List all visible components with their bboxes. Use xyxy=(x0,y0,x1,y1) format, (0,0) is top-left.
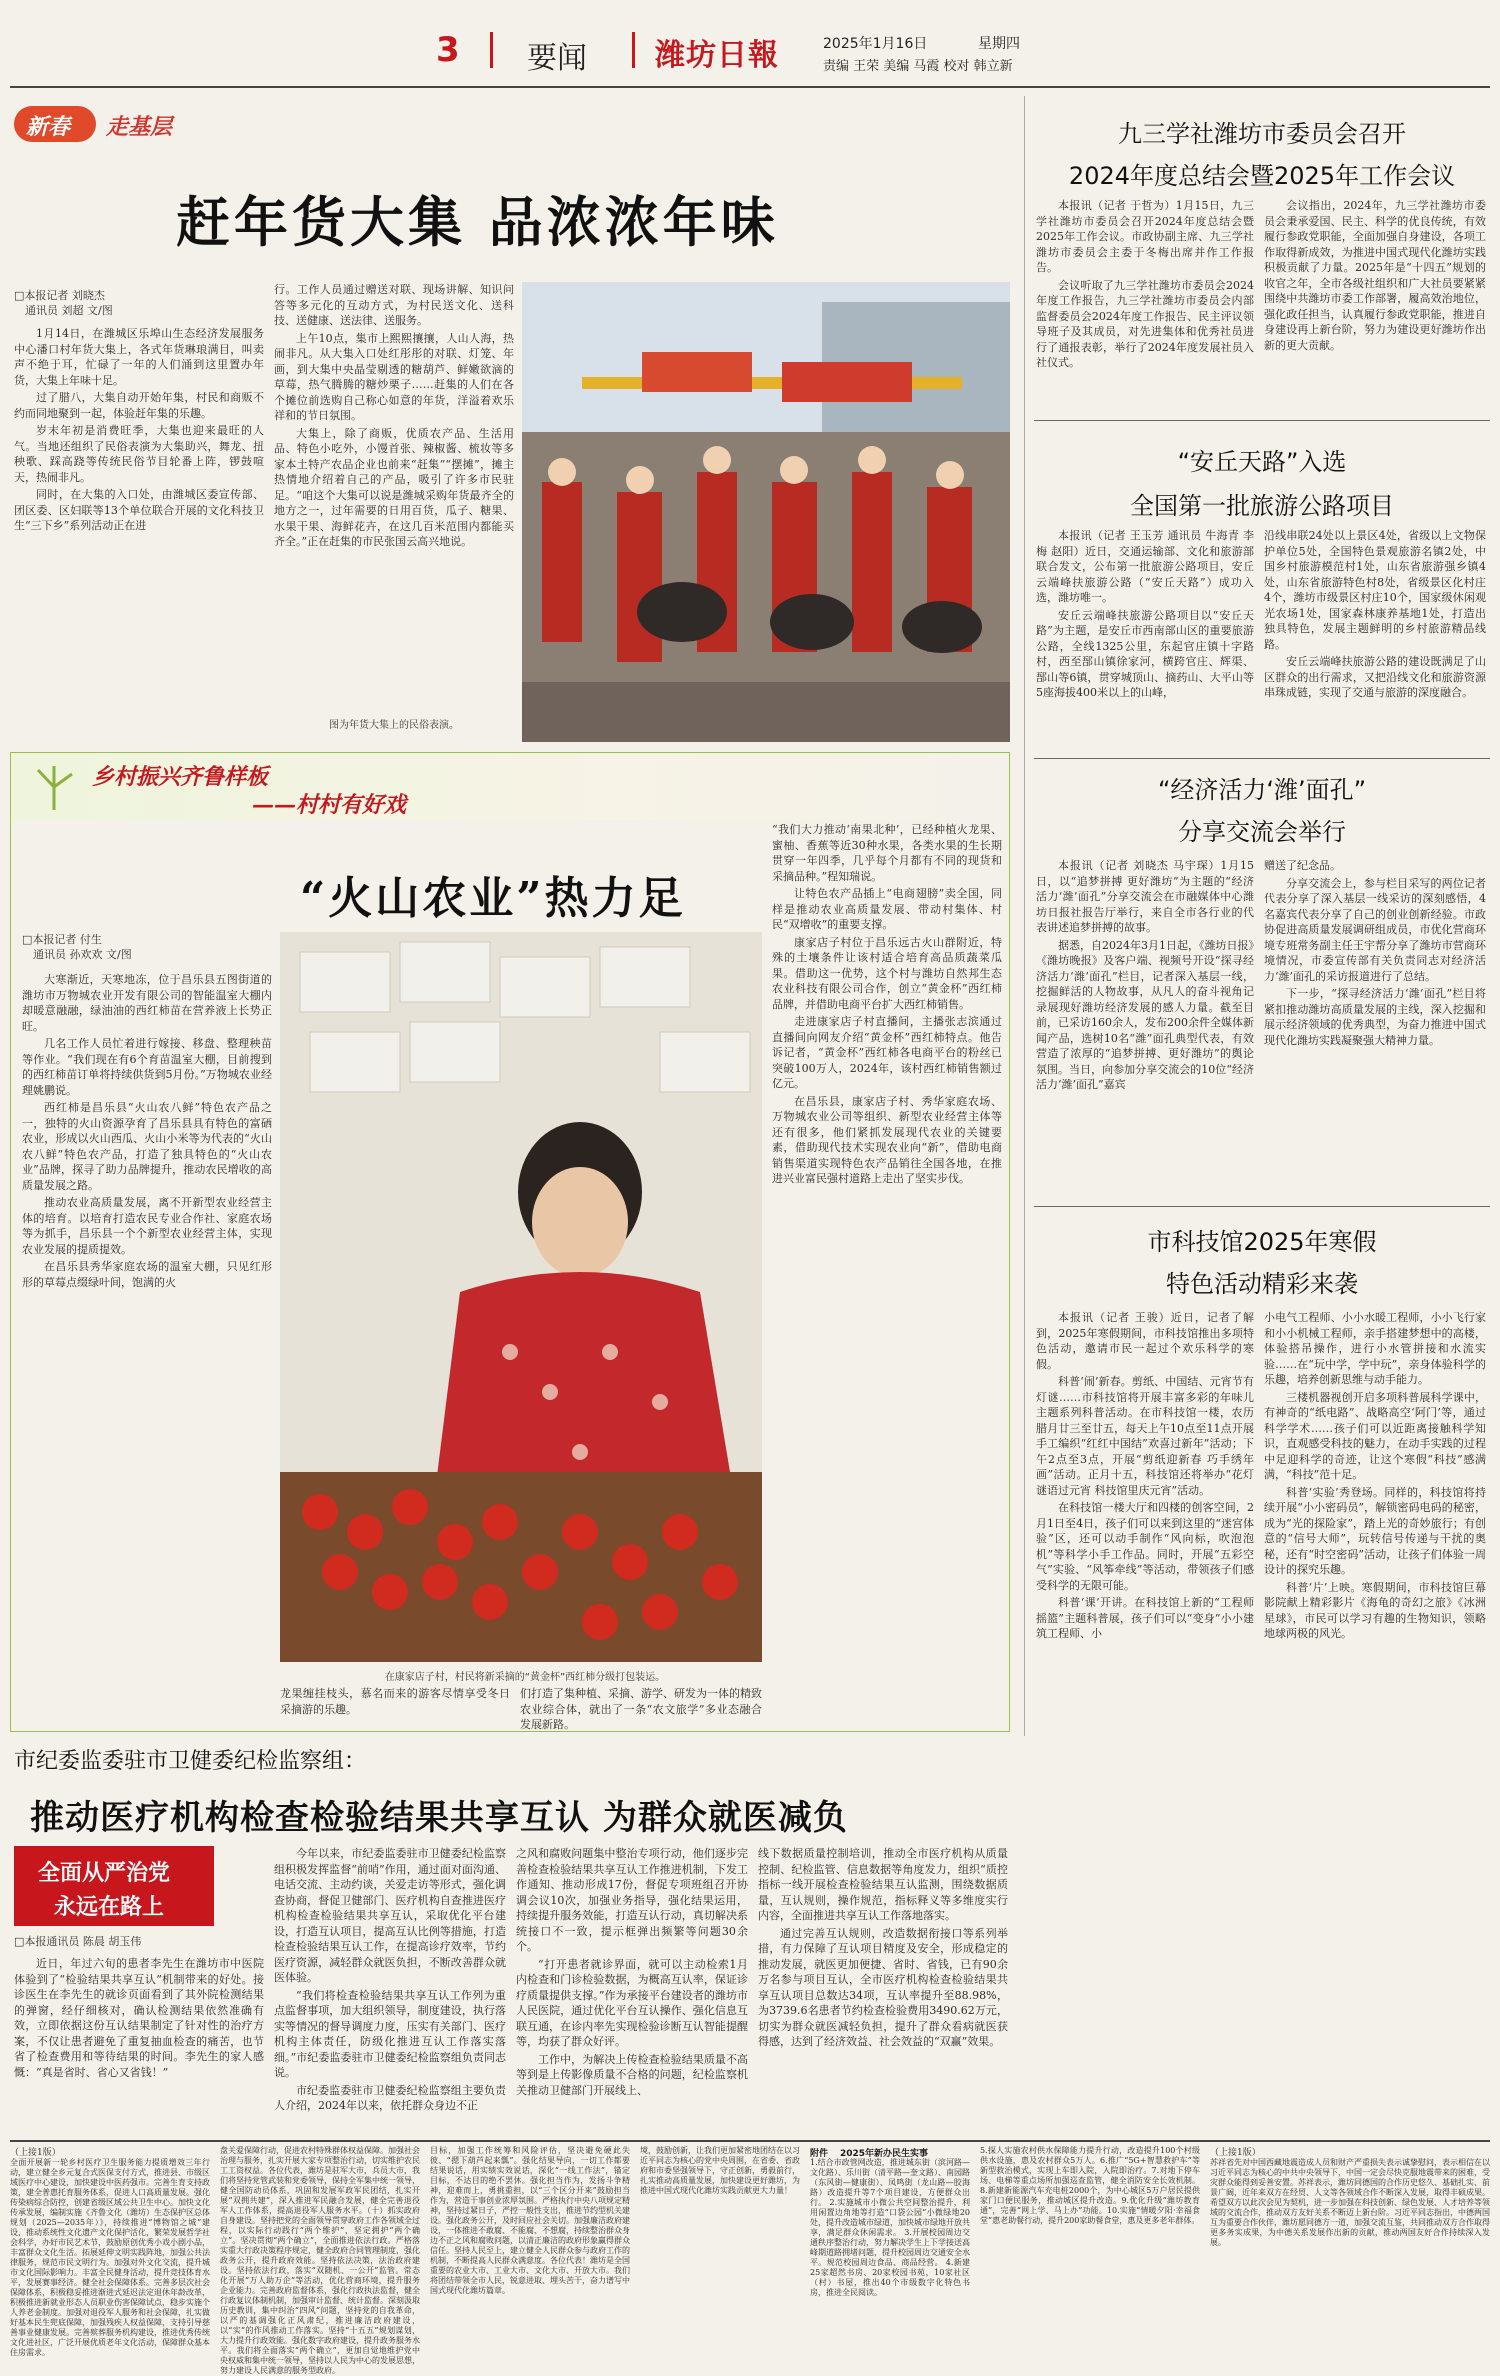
article2-para: 走进康家店子村直播间，主播张志滨通过直播间向网友介绍“黄金杯”西红柿特点。他告诉记者，“黄金杯”西红柿各电商平台的粉丝已突破100万人，2024年，该村西红柿销售额过亿元。 xyxy=(772,1015,1002,1090)
article1-title: 赶年货大集 品浓浓年味 xyxy=(176,190,779,254)
sci-col2 xyxy=(1264,1310,1486,1730)
issue-date: 2025年1月16日 xyxy=(823,36,928,52)
article2-title: “火山农业”热力足 xyxy=(300,873,686,924)
health-para: 工作中，为解决上传检查检验结果质量不高等到是上传影像质量不合格的问题，纪检监察机关推动卫健部门开展线上、 xyxy=(516,2052,748,2097)
nine-three-col2 xyxy=(1264,198,1486,408)
nine-three-rule xyxy=(1034,420,1490,421)
econ-para: 赠送了纪念品。 xyxy=(1264,859,1341,872)
article2-byline xyxy=(22,932,222,966)
sci-para: 小电气工程师、小小水暖工程师，小小飞行家和小小机械工程师，亲手搭建梦想中的高楼，体验搭吊操作，进行小水管拼接和水流实验……在“玩中学，学中玩”，亲身体验科学的乐趣，培养创新思维与动手能力。 xyxy=(1264,1311,1486,1386)
article2-para: 几名工作人员忙着进行嫁接、移盘、整理秧苗等作业。“我们现在有6个育苗温室大棚，目前搜到的西红柿苗订单将持续供货到5月份。”万物城农业经理姚鹏说。 xyxy=(22,1037,272,1097)
tomato-farmer-photo xyxy=(280,932,762,1662)
article2-para: 大寒渐近，天寒地冻，位于昌乐县五图街道的潍坊市万物城农业开发有限公司的智能温室大棚内却暖意融融，绿油油的西红柿苗在营养液上长势正旺。 xyxy=(22,973,272,1033)
right-column-divider xyxy=(1024,96,1025,1736)
article2-byline-text: □本报记者 付生 通讯员 孙欢欢 文/图 xyxy=(22,933,132,961)
attachment-item: 2.实施城市小微公共空间整治提升，利用闲置边角地等打造“口袋公园”小微绿地20处，提升改造城市绿道，加快城市绿地开放共享，满足群众休闲需求。 xyxy=(810,2198,971,2237)
folk-performance-drawing xyxy=(522,282,1010,742)
banner-left-text: 新春 xyxy=(26,114,71,140)
health-byline xyxy=(14,1934,254,1953)
article1-para: 过了腊八，大集自动开始年集，村民和商贩不约而同地聚到一起，体验赶年集的乐趣。 xyxy=(14,391,264,420)
article1-para: 大集上，除了商贩，优质农产品、生活用品、特色小吃外，小馒首张、辣椒酱、梳妆等多家本土特产农品企业也前来“赶集”“摆摊”，摊主热情地介绍着自己的产品，吸引了许多市民驻足。“咱这个大集可以说是潍城采购年货最齐全的地方之一，过年需要的日用百货，瓜子、糖果、水果干果、海鲜花卉，在这几百米范围内都能买齐全。”正在赶集的市民张国云高兴地说。 xyxy=(274,426,514,548)
econ-para: 下一步，“探寻经济活力‘潍’面孔”栏目将紧扣推动潍坊高质量发展的主线，深入挖掘和展示经济领域的优秀典型，为奋力推进中国式现代化潍坊实践凝聚强大精神力量。 xyxy=(1264,987,1486,1047)
health-para: 市纪委监委驻市卫健委纪检监察组主要负责人介绍，2024年以来，依托群众身边不正 xyxy=(274,2083,506,2112)
article2-col4 xyxy=(772,822,1002,1727)
nine-three-col1 xyxy=(1036,198,1254,408)
econ-rule xyxy=(1034,1206,1490,1207)
article1-para: 同时，在大集的入口处，由潍城区委宣传部、团区委、区妇联等13个单位联合开展的文化科技卫生“三下乡”系列活动正在进 xyxy=(14,488,264,532)
health-col3 xyxy=(516,1846,748,2134)
article1-para: 上午10点，集市上熙熙攘攘，人山人海，热闹非凡。从大集入口处红彤彤的对联、灯笼、年画，到大集中央晶莹剔透的糖葫芦、鲜嫩欲滴的草莓，热气腾腾的糖炒栗子……赶集的人们在各个摊位前选购自己称心如意的年货，洋溢着欢乐祥和的节日氛围。 xyxy=(274,331,514,422)
road-col2 xyxy=(1264,528,1486,750)
sci-para: 三楼机器视创开启多项科普展科学课中，有神奇的“纸电路”、战略高空‘阿门’等，通过科学学术……孩子们可以近距离接触科学知识，直观感受科技的魅力，在动手实践的过程中足迎科学的奇迹，让这个寒假“科技”感满满，“科技”范十足。 xyxy=(1264,1390,1486,1481)
health-para: “打开患者就诊界面，就可以主动检索1月内检查和门诊检验数据，为概高互认率，保证诊疗质量提供支撑。”作为承接平台建设者的潍坊市人民医院，通过优化平台互认操作、强化信息互联互通，在诊内率先实现检验诊断互认智能提醒等，均获了群众好评。 xyxy=(516,1957,748,2048)
sci-para: 科普‘实验’秀登场。同样的，科技馆将持续开展“小小密码员”，解锁密码电码的秘密，成为“光的探险家”，踏上光的奇妙旅行；有创意的“信号大师”，玩转信号传递与干扰的奥秘，还有“时空密码”活动，让孩子们体验一周设计的探究乐趣。 xyxy=(1264,1485,1486,1576)
bottom-attachment-items xyxy=(810,2158,971,2297)
health-para: 通过完善互认规则，改造数据衔接口等系列举措，有力保障了互认项目精度及安全，形成稳定的推动发展，就医更加便捷、省时、省钱，已有90余万名参与项目互认，全市医疗机构检查检验结果共享互认项目总数达34项，互认率提升至88.98%，为3739.6名患者节约检查检验费用3490.62万元，切实为群众就医减轻负担，提升了群众看病就医获得感，达到了经济效益、社会效益的“双赢”效果。 xyxy=(758,1926,1008,2048)
article2-para: 龙果缠挂枝头，慕名而来的游客尽情享受冬日采摘游的乐趣。 xyxy=(280,1687,510,1716)
folk-performance-photo xyxy=(522,282,1010,742)
nine-three-para: 会议听取了九三学社潍坊市委员会2024年度工作报告，九三学社潍坊市委员会内部监督委员会2024年度工作报告、民主评议领导班子及其成员，对先进集体和优秀社员进行了通报表彰，举行了2024年度发展社员入社仪式。 xyxy=(1036,278,1254,369)
article1-byline xyxy=(14,288,164,322)
bottom-attachment-title: 2025年新办民生实事 xyxy=(840,2149,929,2159)
bottom-col2: 盘关爱保障行动，促进农村特殊群体权益保障。加强社会治理与服务，扎实开展大家专项整治行动，切实维护农民工工资权益。各位代表，潍坊是驻军大市，兵员大市，我们将坚持党管武装和党委领导，保持全军集中统一领导，健全国防动员体系，巩固和发展军政军民团结，扎实开展“双拥共建”，深入推进军民融合发展，健全完善退役军人工作体系，提高退役军人服务水平。（十）抓实政府自身建设。坚持把党的全面领导贯穿政府工作各领域全过程，以实际行动践行“两个维护”，坚定拥护“两个确立”。坚决贯彻“两个确立”，全面推进依法行政。严格落实重大行政决策程序规定，健全政府合同管理制度，强化政务公开，提升政府效能。坚持依法决策，法治政府建设。坚持依法行政，落实“双随机、一公开”监管。常态化开展“万人助万企”等活动，优化营商环境，提升服务企业能力。完善政府监督体系，强化行政执法监督，健全行政复议体制机制，加强审计监督、统计监督。深刻汲取历史教训，集中纠治“四风”问题，坚持党的自我革命，以严的基调强化正风肃纪，推进廉洁政府建设，以“实”的作风推动工作落实。坚持“十五五”规划谋划，大力提升行政效能。强化数字政府建设，提升政务服务水平。我们将全面落实“两个确立”，更加自觉地维护党中央权威和集中统一领导，坚持以人民为中心的发展思想，努力建设人民满意的服务型政府。 xyxy=(220,2146,420,2375)
article1-byline-text: □本报记者 刘晓杰 通讯员 刘超 文/图 xyxy=(14,289,113,317)
rural-banner xyxy=(12,754,1008,820)
road-title-1: “安丘天路”入选 xyxy=(1177,448,1347,476)
article1-caption: 图为年货大集上的民俗表演。 xyxy=(329,720,459,731)
health-para: “我们将检查检验结果共享互认工作列为重点监督事项，加大组织领导，制度建设，执行落实等情况的督导调度力度，压实有关部门、医疗机构主体责任，防级化推进互认工作落实落细。”市纪委监委驻市卫健委纪检监察组负责同志说。 xyxy=(274,1988,506,2079)
new-year-banner xyxy=(14,104,236,144)
road-para: 安丘云端峰扶旅游公路的建设既满足了山区群众的出行需求，又把沿线文化和旅游资源串珠成链，实现了交通与旅游的深度融合。 xyxy=(1264,655,1486,699)
page-header xyxy=(0,0,1500,80)
article1-para: 岁末年初是消费旺季，大集也迎来最旺的人气。当地还组织了民俗表演为大集助兴，舞龙、扭秧歌、踩高跷等传统民俗节目轮番上阵，锣鼓喧天，热闹非凡。 xyxy=(14,424,264,484)
bottom-col6: 苏祥省先对中国西藏地震造成人员和财产严重损失表示诚挚慰问，表示相信在以习近平同志为核心的中共中央领导下，中国一定会尽快克服地震带来的困难，受灾群众能得到妥善安置。苏祥表示，潍坊同德国的合作历史悠久、基础扎实、前景广阔，近年来双方在经贸、人文等各领域合作不断深入发展，取得丰硕成果。希望双方以此次会见为契机，进一步加强在科技创新、绿色发展、人才培养等领域的交流合作，推动双方友好关系不断迈上新台阶。习近平同志指出，中德两国互为重要合作伙伴，潍坊愿同德方一道，加强交流互鉴，共同推动双方合作取得更多务实成果，为中德关系发展作出新的贡献，推动两国友好合作持续深入发展。 xyxy=(1210,2158,1490,2247)
header-divider-1 xyxy=(490,32,493,68)
sci-para: 科普‘课’开讲。在科技馆上新的“工程师摇篮”主题科普展，孩子们可以“变身”小小建筑工程师、小 xyxy=(1036,1596,1254,1640)
nine-three-title-2: 2024年度总结会暨2025年工作会议 xyxy=(1068,162,1456,190)
party-tag-line1: 全面从严治党 xyxy=(38,1860,171,1886)
health-kicker: 市纪委监委驻市卫健委纪检监察组： xyxy=(14,1749,367,1774)
bottom-col1: 全面开展新一轮乡村医疗卫生服务能力提质增效三年行动，建立健全乡元复合式医保支付方式，推进县、市级区域医疗中心建设，加快建设中医药强市。完善生育支持政策，建全普惠托育服务体系，促进人口高质量发展。强化传染病综合防控，创建省级区域公共卫生中心。加快文化传承发展，编制实施《齐鲁文化（潍坊）生态保护区总体规划（2025—2035年）》，持续推进“博物馆之城”建设，推动系统性文化遗产文化保护活化，繁荣发展哲学社会科学，办好市民艺术节，鼓励原创优秀小戏小剧小品，丰富群众文化生活。拓展延伸文明实践阵地，加强公共法律服务，规范市民文明行为。加强对外文化交流，提升城市文化国际影响力。丰富全民健身活动，提升竞技体育水平，发展赛事经济。健全社会保障体系。完善多层次社会保障体系，积极稳妥推进渐进式延迟法定退休年龄改革，积极推进新就业形态人员职业伤害保障试点，稳步实施个人养老金制度。加强对退役军人服务和社会保障，扎实做好基本民生兜底保障，加强残疾人权益保障，支持引导慈善事业健康发展。完善殡葬服务机构建设，推进优秀传统文化进社区，广泛开展优质老年文化活动，保障群众基本住房需求。 xyxy=(10,2158,210,2357)
attachment-item: 1.结合市政管网改造，推进城东街（滨河路—文化路）、乐川街（清平路—奎文路）、南园路（东风街—健康街）、凤鸣街（龙山路—胶海路）改造提升等7个项目建设，方便群众出行。 xyxy=(810,2158,970,2207)
header-rule xyxy=(10,86,1490,88)
sci-col1 xyxy=(1036,1310,1254,1730)
road-title-2: 全国第一批旅游公路项目 xyxy=(1130,492,1394,520)
nine-three-para: 会议指出，2024年，九三学社潍坊市委员会秉承爱国、民主、科学的优良传统，有效履行参政党职能，全面加强自身建设，各项工作取得新成效，为推进中国式现代化潍坊实践积极贡献了力量。2025年是“十四五”规划的收官之年，全市各级社组织和广大社员要紧紧围绕中共潍坊市委工作部署，履高效治地位，强化政任担当，认真履行参政党职能，推进自身建设再上新台阶，努力为建设更好潍坊作出新的更大贡献。 xyxy=(1264,199,1486,352)
road-col1 xyxy=(1036,528,1254,750)
article2-para: “我们大力推动‘南果北种’，已经种植火龙果、蜜柚、香蕉等近30种水果，各类水果的生长期贯穿一年四季，几乎每个月都有不同的现货和采摘品种。”程知瑞说。 xyxy=(772,823,1002,883)
nine-three-title-1: 九三学社潍坊市委员会召开 xyxy=(1118,120,1406,148)
issue-weekday: 星期四 xyxy=(978,36,1020,52)
econ-para: 本报讯（记者 刘晓杰 马宇琛）1月15日，以“追梦拼搏 更好潍坊”为主题的“经济活力‘潍’面孔”分享交流会在市融媒体中心潍坊日报社报告厅举行，来自全市各行业的代表讲述追梦拼搏的故事。 xyxy=(1036,859,1254,934)
bottom-strip xyxy=(10,2146,1490,2375)
econ-title-2: 分享交流会举行 xyxy=(1178,818,1346,846)
bottom-col5: 5.探人实施农村供水保障能力提升行动，改造提升100个村级供水设施，惠及农村群众5万人。6.推广“5G+智慧救护车”等新型救治模式，实现上车即入院，入院即治疗。7.对地下停车场、电梯等重点场所加强巡查监管，健全消防安全长效机制。8.新建新能源汽车充电桩2000个，为中心城区5万户居民提供家门口便民服务，推动城区提升改造。9.优化升级“潍坊教育通”，完善“网上学、马上办”功能。10.实施“情暖夕阳·幸福食堂”惠老助餐行动，提升200家助餐食堂，惠及更多老年群体。 xyxy=(980,2146,1200,2225)
rural-banner-line1: 乡村振兴齐鲁样板 xyxy=(92,764,269,790)
bottom-col4: 境，鼓励创新，让我们更加紧密地团结在以习近平同志为核心的党中央周围，在省委、省政府和市委坚强领导下，守正创新，勇毅前行，扎实推动高质量发展，加快建设更好潍坊，为推进中国式现代化潍坊实践贡献更大力量！ xyxy=(640,2146,800,2195)
health-para: 线下数据质量控制培训，推动全市医疗机构从质量控制、纪检监管、信息数据等角度发力，组织“质控指标一线开展检查检验结果互认监测，围绕数据质量，互认规则，操作规范，指标释义等多维度实行内容，全面推进共享互认工作落地落实。 xyxy=(758,1847,1008,1922)
econ-title-1: “经济活力‘潍’面孔” xyxy=(1157,776,1367,804)
banner-right-text: 走基层 xyxy=(106,114,173,140)
editors-credit: 责编 王荣 美编 马霞 校对 韩立新 xyxy=(823,59,1013,74)
health-para: 今年以来，市纪委监委驻市卫健委纪检监察组积极发挥监督“前哨”作用，通过面对面沟通、电话交流、主动约谈，关爱走访等形式，强化调查协商，督促卫健部门、医疗机构自查推进医疗机构检查检验结果共享互认，采取优化平台建设，打造互认项目，提高互认比例等措施，打造检查检验结果互认工作，在提高诊疗效率，节约医疗资源，减轻群众就医负担，不断改善群众就医体验。 xyxy=(274,1847,506,1984)
road-rule xyxy=(1034,758,1490,759)
econ-col1 xyxy=(1036,858,1254,1198)
article2-col3-tail xyxy=(520,1686,762,1730)
article2-para: 让特色农产品插上“电商翅膀”卖全国，同样是推动农业高质量发展、带动村集体、村民“双增收”的重要支撑。 xyxy=(772,887,1002,931)
road-para: 安丘云端峰扶旅游公路项目以“安丘天路”为主题，是安丘市西南部山区的重要旅游公路，全线1325公里，东起官庄镇十字路村，西至郚山镇徐家河，横跨官庄、辉渠、郚山等6镇，贯穿城顶山、摘药山、大平山等5座海拔400米以上的山峰， xyxy=(1036,608,1254,699)
sci-title-1: 市科技馆2025年寒假 xyxy=(1147,1228,1377,1256)
article2-para: 康家店子村位于昌乐远古火山群附近，特殊的土壤条件让该村适合培育高品质蔬菜瓜果。借助这一优势，这个村与潍坊自然邦生态农业科技有限公司合作，创立“黄金杯”西红柿品牌，并借助电商平台扩大西红柿销售。 xyxy=(772,935,1002,1011)
sci-title-2: 特色活动精彩来袭 xyxy=(1166,1270,1358,1298)
sci-para: 科普‘闹’新春。剪纸、中国结、元宵节有灯谜……市科技馆将开展丰富多彩的年味儿主题系列科普活动。在市科技馆一楼，农历腊月廿三至廿五，每天上午10点至11点开展手工编织“红红中国结”欢喜过新年”活动；下午2点至3点，开展“剪纸迎新春 巧手绣年画”活动。正月十五，科技馆还将举办“花灯谜语过元宵 科技馆里庆元宵”活动。 xyxy=(1036,1375,1254,1497)
bottom-col3: 目标，加强工作统筹和风险评估，坚决避免硬此失彼、“摁下葫芦起来瓢”。强化结果导向，一切工作都要结果说话，用实绩实效说话，深化“一线工作法”，锚定目标，不达目的绝不罢休。强化担当作为，发扬斗争精神，迎难而上，勇挑重担，以“三个区分开来”鼓励担当作为，营造干事创业浓厚氛围。严格执行中央八项规定精神，坚持过紧日子，严控一般性支出，推进节约型机关建设。强化政务公开，及时回应社会关切。加强廉洁政府建设，一体推进不敢腐、不能腐、不想腐，持续整治群众身边不正之风和腐败问题，以清正廉洁的政府形象赢得群众信任。坚持人民至上，建立健全人民群众参与政府工作的机制，不断提高人民群众满意度。各位代表！潍坊是全国重要的农业大市、工业大市、文化大市、开放大市。我们将团结带领全市人民，锐意进取、埋头苦干，奋力谱写中国式现代化潍坊篇章。 xyxy=(430,2146,630,2295)
tomato-farmer-drawing xyxy=(280,932,762,1662)
article1-para: 行。工作人员通过赠送对联、现场讲解、知识问答等多元化的互动方式，为村民送文化、送科技、送健康、送法律、送服务。 xyxy=(274,283,514,327)
health-byline-text: □本报通讯员 陈晨 胡玉伟 xyxy=(14,1935,142,1948)
article2-para: 在昌乐县秀华家庭农场的温室大棚，只见红形形的草莓点缀绿叶间，饱满的火 xyxy=(22,1260,272,1289)
econ-para: 据悉，自2024年3月1日起，《潍坊日报》《潍坊晚报》及客户端、视频号开设“探寻经济活力‘潍’面孔”栏目，记者深入基层一线，挖掘鲜活的人物故事，从凡人的奋斗视角记录展现好潍坊经济发展的感人力量。截至目前，已采访160余人，发布200余件全媒体新闻产品，选树10名“潍”面孔典型代表，有效营造了浓厚的“追梦拼搏、更好潍坊”的舆论氛围。当日，向参加分享交流会的10位“经济活力‘潍’面孔”嘉宾 xyxy=(1036,938,1254,1091)
party-tag xyxy=(14,1846,214,1926)
health-col4 xyxy=(758,1846,1008,2134)
sci-para: 科普‘片’上映。寒假期间，市科技馆巨幕影院献上精彩影片《海龟的奇幻之旅》《冰洲星球》，市民可以学习有趣的生物知识，领略地球两极的风光。 xyxy=(1264,1580,1486,1640)
article1-col1 xyxy=(14,326,264,736)
page-number: 3 xyxy=(436,30,460,70)
rural-banner-line2: ——村村有好戏 xyxy=(252,792,407,818)
health-para: 之风和腐败问题集中整治专项行动，他们逐步完善检查检验结果共享互认工作推进机制，下发工作通知、推动形成17份，督促专项班组召开协调会议10次，加强业务指导，强化结果运用，持续提升服务效能，打造互认行动，真切解决系统接口不一致，提示框弹出频繁等问题30余个。 xyxy=(516,1847,748,1953)
article1-para: 1月14日，在潍城区乐埠山生态经济发展服务中心潘口村年货大集上，各式年货琳琅满目，叫卖声不绝于耳，忙碌了一年的人们涌到这里置办年货，大集上年味十足。 xyxy=(14,327,264,387)
article2-para: 们打造了集种植、采摘、游学、研发为一体的精致农业综合体，就出了一条“农文旅学”多业态融合发展新路。 xyxy=(520,1687,762,1731)
bottom-attachment-label: 附件 xyxy=(810,2149,829,2159)
econ-col2 xyxy=(1264,858,1486,1198)
masthead-logo: 潍坊日報 xyxy=(655,38,779,73)
health-para: 近日，年过六旬的患者李先生在潍坊市中医院体验到了“检验结果共享互认”机制带来的好处。接诊医生在李先生的就诊页面看到了其外院检测结果的弹窗，经仔细核对，确认检测结果依然准确有效，立即依据这份互认结果制定了针对性的治疗方案，不仅让患者避免了重复抽血检查的痛苦，也节省了检查费用和等待结果的时间。李先生的家人感慨：“真是省时、省心又省钱！” xyxy=(14,1957,264,2079)
sci-para: 在科技馆一楼大厅和四楼的创客空间，2月1日至4日，孩子们可以来到这里的“迷宫体验”区，还可以动手制作“风向标，吹泡泡机”等科学小手工作品。同时，开展“五彩空气”实验、“风筝牵线”等活动，带领孩子们感受科学的无限可能。 xyxy=(1036,1501,1254,1592)
article2-col1 xyxy=(22,972,272,1727)
article2-para: 西红柿是昌乐县“火山农八鲜”特色农产品之一，独特的火山资源孕育了昌乐县具有特色的富硒农业，形成以火山西瓜、火山小米等为代表的“火山农八鲜”特色农产品，打造了独具特色的“火山农业”品牌，探寻了助力品牌提升，推动农民增收的高质量发展之路。 xyxy=(22,1101,272,1192)
health-col1 xyxy=(14,1956,264,2134)
article1-col2 xyxy=(274,282,514,722)
health-title: 推动医疗机构检查检验结果共享互认 为群众就医减负 xyxy=(30,1798,848,1838)
health-col2 xyxy=(274,1846,506,2134)
sci-para: 本报讯（记者 王骏）近日，记者了解到，2025年寒假期间，市科技馆推出多项特色活动，邀请市民一起过个欢乐科学的寒假。 xyxy=(1036,1311,1254,1371)
nine-three-para: 本报讯（记者 于哲为）1月15日，九三学社潍坊市委员会召开2024年度总结会暨2025年工作会议。市政协副主席、九三学社潍坊市委员会主委于冬梅出席并作工作报告。 xyxy=(1036,199,1254,274)
article2-para: 推动农业高质量发展，离不开新型农业经营主体的培育。以培育打造农民专业合作社、家庭农场等为抓手，昌乐县一个个新型农业经营主体，实现农业发展的提质提效。 xyxy=(22,1196,272,1256)
windmill-icon xyxy=(24,762,84,812)
bottom-continue-left: （上接1版） xyxy=(10,2148,61,2158)
attachment-item: 4.新建25家超然书房、20家校园书苑，10家社区（村）书屋，推出40个市级数字化特色书房，推进全民阅读。 xyxy=(810,2258,971,2297)
road-para: 沿线串联24处以上景区4处，省级以上文物保护单位5处，全国特色景观旅游名镇2处，中国乡村旅游模范村1处，山东省旅游强乡镇4处，山东省旅游特色村8处，省级景区化村庄4个，潍坊市级景区村庄10个，国家级休闲观光农场1处，国家森林康养基地1处，打造出独具特色，发展主题鲜明的乡村旅游精品线路。 xyxy=(1264,529,1486,651)
article2-para: 在昌乐县，康家店子村、秀华家庭农场、万物城农业公司等组织、新型农业经营主体等还有很多，他们紧抓发展现代农业的关键要素，借助现代技术实现农业向“新”，借助电商销售渠道实现特色农产品销往全国各地，在推进兴业富民强村道路上走出了坚实步伐。 xyxy=(772,1094,1002,1185)
bottom-rule xyxy=(10,2140,1490,2142)
bottom-continue-right: （上接1版） xyxy=(1210,2148,1261,2158)
road-para: 本报讯（记者 王玉芳 通讯员 牛海青 李梅 赵阳）近日，交通运输部、文化和旅游部联合发文，公布第一批旅游公路项目，安丘云端峰扶旅游公路（“安丘天路”）成功入选，潍坊唯一。 xyxy=(1036,529,1254,604)
party-tag-line2: 永远在路上 xyxy=(54,1894,165,1920)
header-divider-2 xyxy=(632,32,635,68)
attachment-item: 3.开展校园周边交通秩序整治行动，努力解决学生上下学接送高峰期道路拥堵问题，提升校园周边交通安全水平。规范校园周边食品、商品经营。 xyxy=(810,2228,971,2267)
article2-caption: 在康家店子村，村民将新采摘的“黄金杯”西红柿分级打包装运。 xyxy=(384,1672,666,1683)
section-name: 要闻 xyxy=(527,41,587,76)
econ-para: 分享交流会上，参与栏目采写的两位记者代表分享了深入基层一线采访的深刻感悟，4名嘉宾代表分享了自己的创业创新经验。市政协促进高质量发展调研组成员，市优化营商环境专班常务副主任王宇帮分享了潍坊市营商环境情况，市委宣传部有关负责同志对经济活力‘潍’面孔的采访报道进行了总结。 xyxy=(1264,876,1486,983)
article2-col2-tail xyxy=(280,1686,510,1730)
